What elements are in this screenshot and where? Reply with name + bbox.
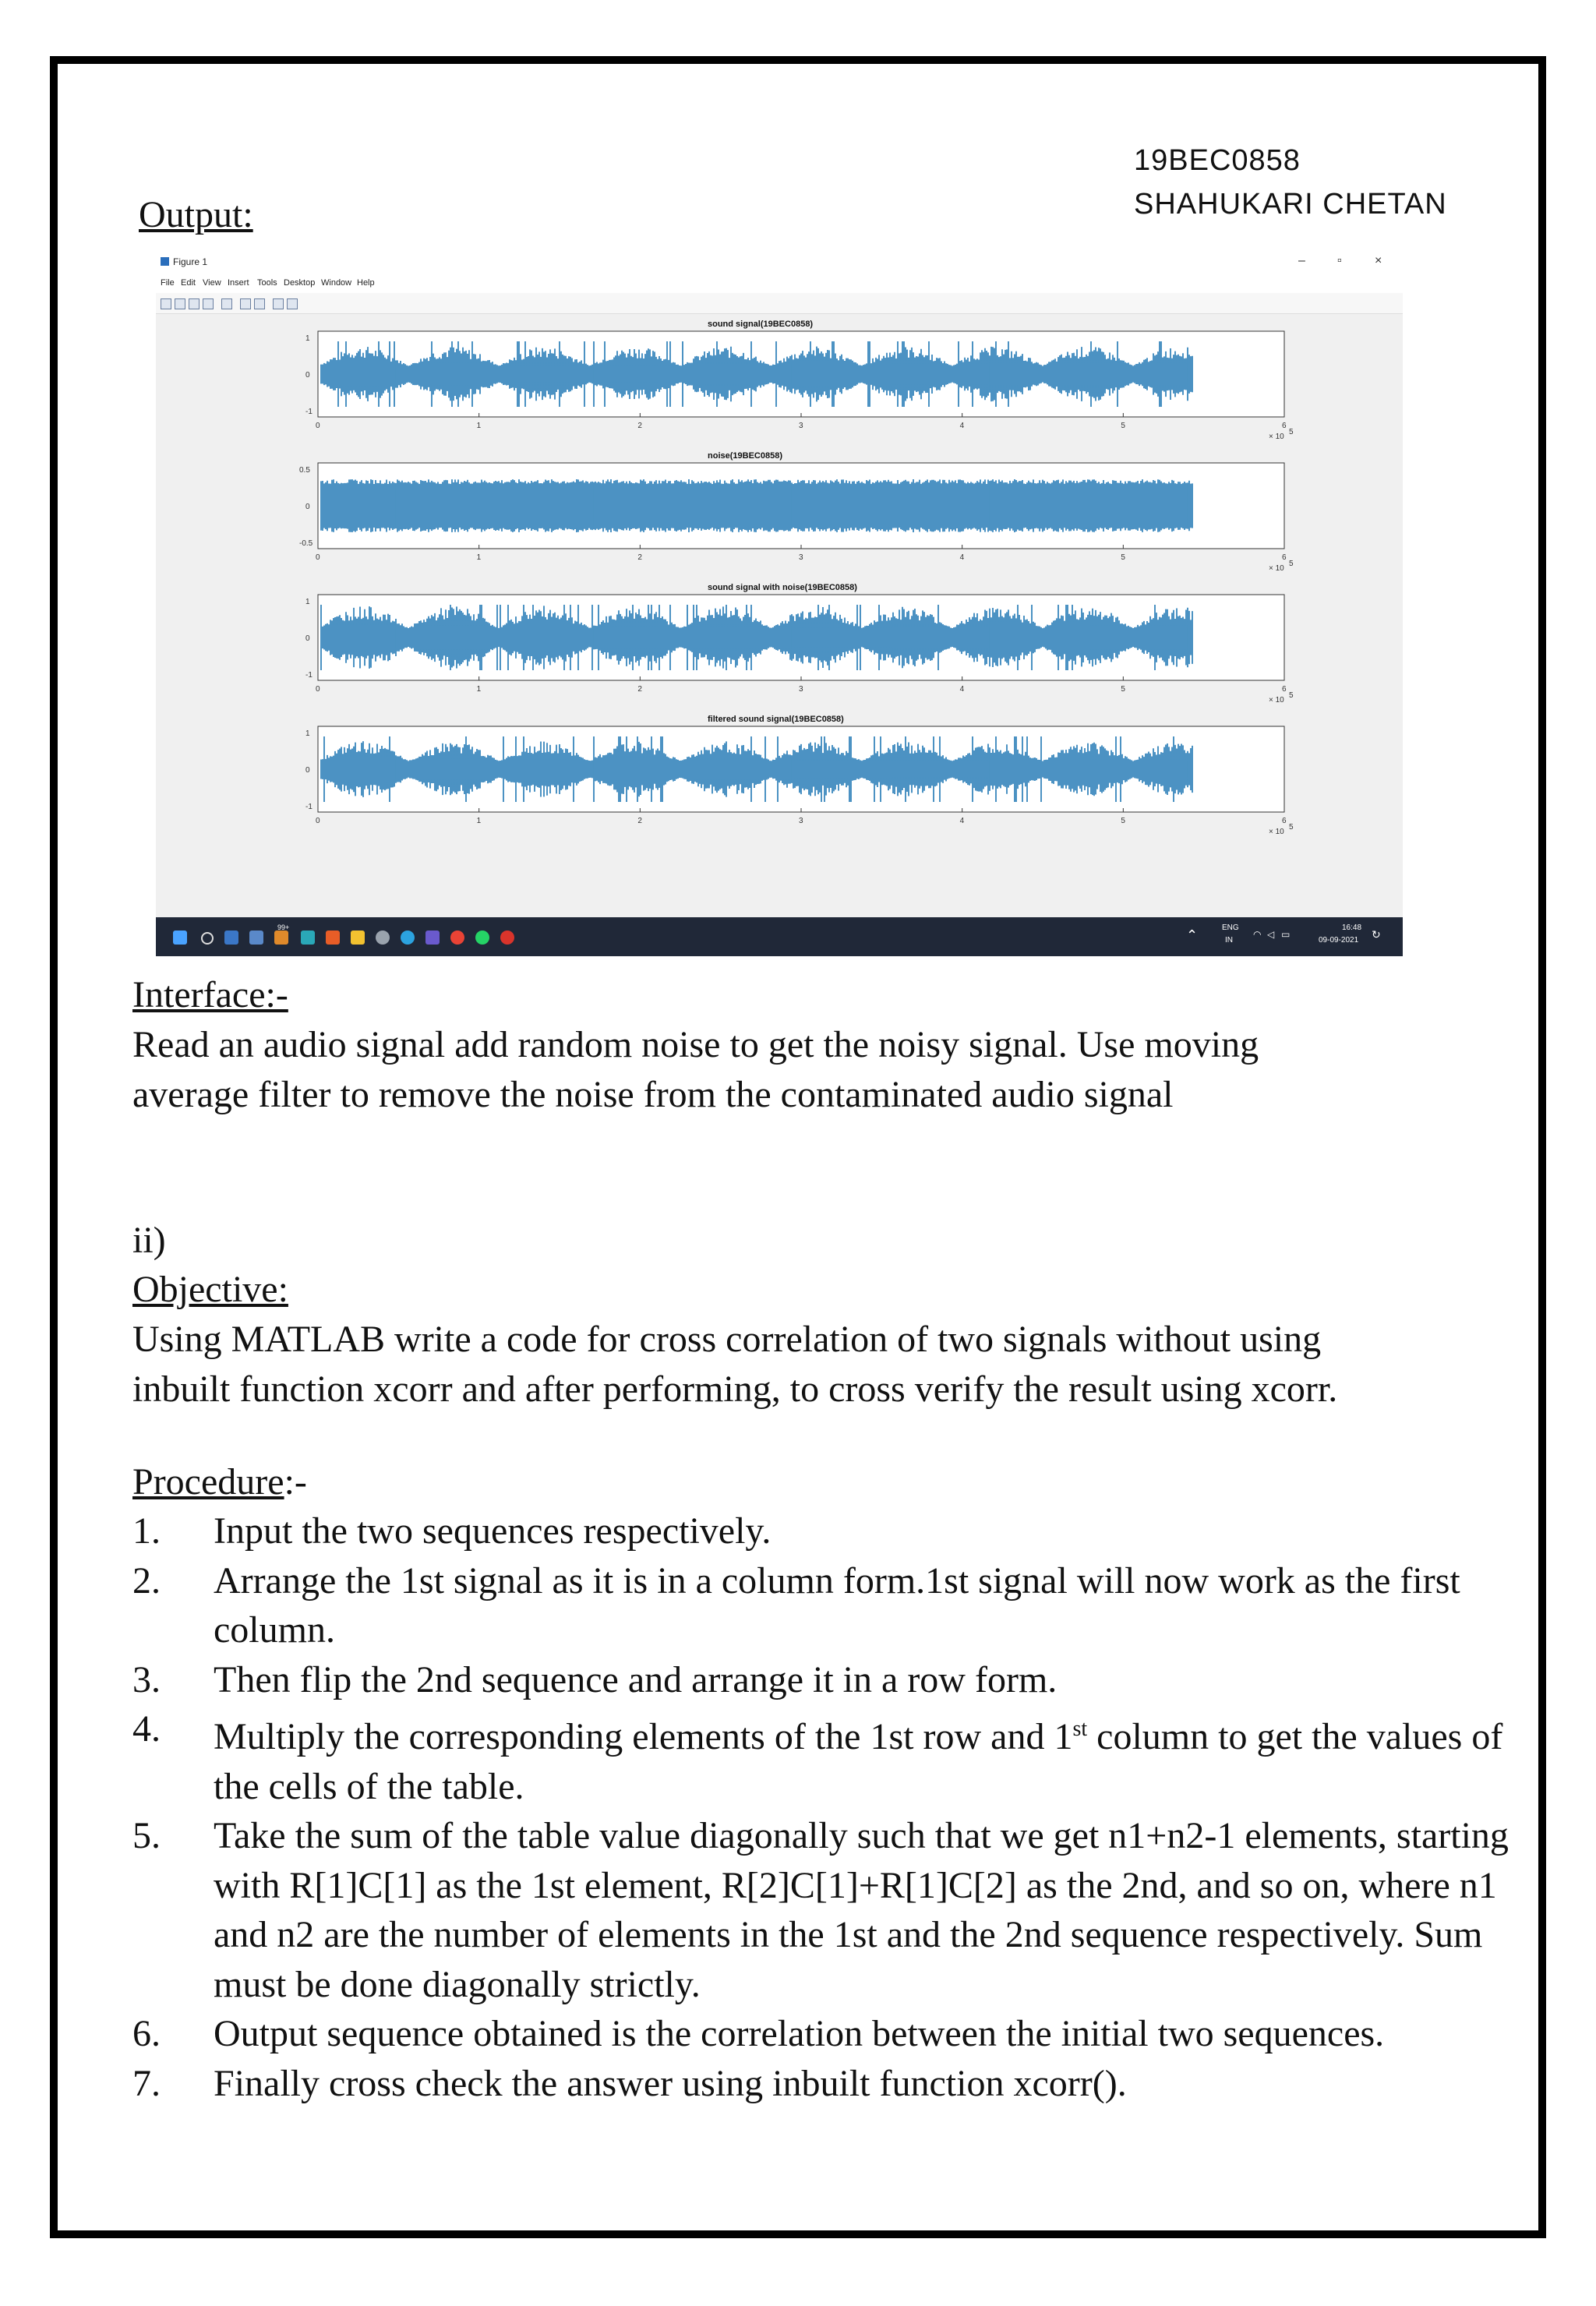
- x-tick-label: 3: [799, 553, 803, 562]
- x-tick-label: 5: [1121, 553, 1125, 562]
- y-tick-label: 0: [305, 766, 310, 775]
- clock-date: 09-09-2021: [1319, 936, 1359, 945]
- step-text: Output sequence obtained is the correlation between the initial two sequences.: [214, 2013, 1385, 2054]
- y-tick-label: 1: [305, 334, 310, 343]
- x-tick-label: 5: [1121, 685, 1125, 694]
- x-multiplier-label: × 10: [1269, 828, 1284, 836]
- y-tick-label: -1: [305, 671, 312, 680]
- y-tick-label: -1: [305, 803, 312, 811]
- subplots-svg: [156, 314, 1403, 914]
- step-text: Then flip the 2nd sequence and arrange it in a row form.: [214, 1658, 1058, 1700]
- procedure-steps: [132, 1506, 1527, 2108]
- taskview-icon[interactable]: [224, 931, 238, 945]
- mail-icon[interactable]: [274, 931, 288, 945]
- x-tick-label: 1: [476, 817, 482, 825]
- battery-icon[interactable]: ▭: [1281, 929, 1291, 940]
- x-tick-label: 1: [476, 685, 482, 694]
- windows-taskbar: [156, 917, 1403, 956]
- x-tick-label: 2: [637, 422, 642, 430]
- x-tick-label: 3: [799, 817, 803, 825]
- telegram-icon[interactable]: [401, 931, 415, 945]
- file-explorer-icon[interactable]: [351, 931, 365, 945]
- step-superscript: st: [1072, 1717, 1088, 1741]
- x-tick-label: 0: [316, 685, 320, 694]
- matlab-figure-icon: [161, 257, 169, 266]
- x-tick-label: 1: [476, 553, 482, 562]
- x-tick-label: 0: [316, 817, 320, 825]
- output-heading: Output:: [139, 194, 253, 235]
- objective-section: [132, 1265, 1337, 1414]
- menu-help[interactable]: Help: [357, 278, 375, 288]
- close-button[interactable]: ×: [1375, 254, 1382, 267]
- x-tick-label: 4: [959, 817, 965, 825]
- step-text: Take the sum of the table value diagonally such that we get n1+n2-1 elements, starting with R[1]C[1] as the 1st element, R[2]C[1]+R[1]C[2] as the 2nd, and so on, where n1 and n2 are the number of elements in the 1st and the 2nd sequence respectively. Sum must be done diagonally strictly.: [214, 1815, 1509, 2005]
- x-tick-label: 6: [1282, 553, 1287, 562]
- x-tick-label: 4: [959, 422, 965, 430]
- search-icon[interactable]: [201, 932, 214, 945]
- chevron-up-icon[interactable]: ⌃: [1186, 927, 1199, 943]
- menu-view[interactable]: View: [203, 278, 221, 288]
- interface-line-1: Read an audio signal add random noise to get the noisy signal. Use moving: [132, 1024, 1259, 1065]
- step-text-b: column to get the values of the cells of the table.: [214, 1716, 1503, 1807]
- menu-edit[interactable]: Edit: [181, 278, 196, 288]
- settings-icon[interactable]: [376, 931, 390, 945]
- menu-insert[interactable]: Insert: [228, 278, 249, 288]
- x-tick-label: 2: [637, 553, 642, 562]
- x-tick-label: 6: [1282, 685, 1287, 694]
- menu-desktop[interactable]: Desktop: [284, 278, 316, 288]
- y-tick-label: -1: [305, 408, 312, 416]
- procedure-heading-row: [132, 1457, 307, 1507]
- x-tick-label: 2: [637, 685, 642, 694]
- procedure-heading: Procedure: [132, 1461, 284, 1503]
- x-tick-label: 2: [637, 817, 642, 825]
- student-id-block: [1134, 139, 1447, 226]
- x-multiplier-exponent: 5: [1289, 823, 1294, 832]
- figure-window-title: Figure 1: [173, 256, 208, 267]
- interface-section: [132, 970, 1259, 1120]
- student-name: SHAHUKARI CHETAN: [1134, 188, 1447, 221]
- start-icon[interactable]: [173, 931, 187, 945]
- roll-number: 19BEC0858: [1134, 144, 1301, 177]
- print-icon[interactable]: [203, 298, 214, 309]
- open-icon[interactable]: [175, 298, 185, 309]
- x-tick-label: 6: [1282, 422, 1287, 430]
- menu-tools[interactable]: Tools: [257, 278, 277, 288]
- y-tick-label: 1: [305, 729, 310, 738]
- region-indicator: IN: [1225, 936, 1233, 945]
- x-tick-label: 3: [799, 422, 803, 430]
- step-text: Finally cross check the answer using inbuilt function xcorr().: [214, 2062, 1127, 2104]
- step-number: 4.: [132, 1708, 161, 1750]
- figure-toolbar: [156, 293, 1403, 314]
- new-figure-icon[interactable]: [161, 298, 171, 309]
- subplot-title: filtered sound signal(19BEC0858): [708, 715, 844, 724]
- interface-line-2: average filter to remove the noise from the contaminated audio signal: [132, 1074, 1174, 1115]
- list-item: [132, 1655, 1527, 1705]
- x-multiplier-label: × 10: [1269, 696, 1284, 705]
- step-text-a: Multiply the corresponding elements of the 1st row and 1: [214, 1716, 1073, 1757]
- figure-menubar: [156, 274, 1403, 293]
- notifications-icon[interactable]: ↻: [1372, 928, 1381, 941]
- procedure-heading-suffix: :-: [284, 1461, 307, 1503]
- y-tick-label: 0.5: [299, 466, 310, 475]
- step-number: 2.: [132, 1559, 161, 1601]
- y-tick-label: -0.5: [299, 539, 313, 548]
- y-tick-label: 0: [305, 503, 310, 511]
- x-multiplier-exponent: 5: [1289, 428, 1294, 436]
- minimize-button[interactable]: –: [1298, 254, 1305, 267]
- list-item: [132, 1811, 1527, 2009]
- list-item: [132, 1506, 1527, 1556]
- list-item: [132, 1556, 1527, 1655]
- app-icon[interactable]: [249, 931, 263, 945]
- x-tick-label: 1: [476, 422, 482, 430]
- legend-icon[interactable]: [254, 298, 265, 309]
- figure-titlebar: [156, 251, 1403, 274]
- x-multiplier-exponent: 5: [1289, 691, 1294, 700]
- x-tick-label: 4: [959, 685, 965, 694]
- y-tick-label: 0: [305, 634, 310, 643]
- list-item: [132, 1704, 1527, 1811]
- property-editor-icon[interactable]: [287, 298, 298, 309]
- step-number: 6.: [132, 2013, 161, 2054]
- step-number: 1.: [132, 1510, 161, 1552]
- step-text: Input the two sequences respectively.: [214, 1510, 772, 1552]
- matlab-figure-screenshot: [156, 251, 1403, 956]
- chrome-icon[interactable]: [450, 931, 464, 945]
- menu-file[interactable]: File: [161, 278, 175, 288]
- objective-line-2: inbuilt function xcorr and after performing, to cross verify the result using xcorr.: [132, 1368, 1338, 1410]
- step-number: 7.: [132, 2062, 161, 2104]
- link-plot-icon[interactable]: [221, 298, 232, 309]
- media-icon[interactable]: [500, 931, 514, 945]
- menu-window[interactable]: Window: [321, 278, 352, 288]
- clock-time[interactable]: 16:48: [1342, 923, 1362, 932]
- step-number: 5.: [132, 1815, 161, 1856]
- colorbar-icon[interactable]: [240, 298, 251, 309]
- maximize-button[interactable]: ▫: [1337, 254, 1342, 267]
- edge-icon[interactable]: [301, 931, 315, 945]
- x-tick-label: 0: [316, 553, 320, 562]
- subplot-title: noise(19BEC0858): [708, 451, 782, 461]
- subplot-title: sound signal(19BEC0858): [708, 320, 814, 329]
- interface-heading: Interface:-: [132, 974, 288, 1015]
- x-multiplier-exponent: 5: [1289, 560, 1294, 568]
- section-ii-marker: ii): [132, 1220, 166, 1261]
- x-tick-label: 4: [959, 553, 965, 562]
- step-number: 3.: [132, 1658, 161, 1700]
- matlab-icon[interactable]: [326, 931, 340, 945]
- y-tick-label: 0: [305, 371, 310, 380]
- x-multiplier-label: × 10: [1269, 564, 1284, 573]
- wifi-icon[interactable]: ◠: [1253, 929, 1262, 940]
- objective-heading: Objective:: [132, 1269, 288, 1310]
- objective-line-1: Using MATLAB write a code for cross correlation of two signals without using: [132, 1319, 1322, 1360]
- x-tick-label: 5: [1121, 422, 1125, 430]
- y-tick-label: 1: [305, 598, 310, 606]
- teams-icon[interactable]: [425, 931, 440, 945]
- x-tick-label: 3: [799, 685, 803, 694]
- save-icon[interactable]: [189, 298, 200, 309]
- x-tick-label: 5: [1121, 817, 1125, 825]
- language-indicator[interactable]: ENG: [1222, 923, 1239, 932]
- list-item: [132, 2009, 1527, 2059]
- list-item: [132, 2059, 1527, 2109]
- whatsapp-icon[interactable]: [475, 931, 489, 945]
- subplot-title: sound signal with noise(19BEC0858): [708, 583, 857, 592]
- notification-badge: 99+: [277, 923, 290, 931]
- volume-icon[interactable]: ◁: [1267, 929, 1275, 940]
- x-tick-label: 0: [316, 422, 320, 430]
- pointer-icon[interactable]: [273, 298, 284, 309]
- x-multiplier-label: × 10: [1269, 433, 1284, 441]
- step-text: Arrange the 1st signal as it is in a column form.1st signal will now work as the first column.: [214, 1559, 1460, 1651]
- x-tick-label: 6: [1282, 817, 1287, 825]
- figure-canvas: [156, 314, 1403, 914]
